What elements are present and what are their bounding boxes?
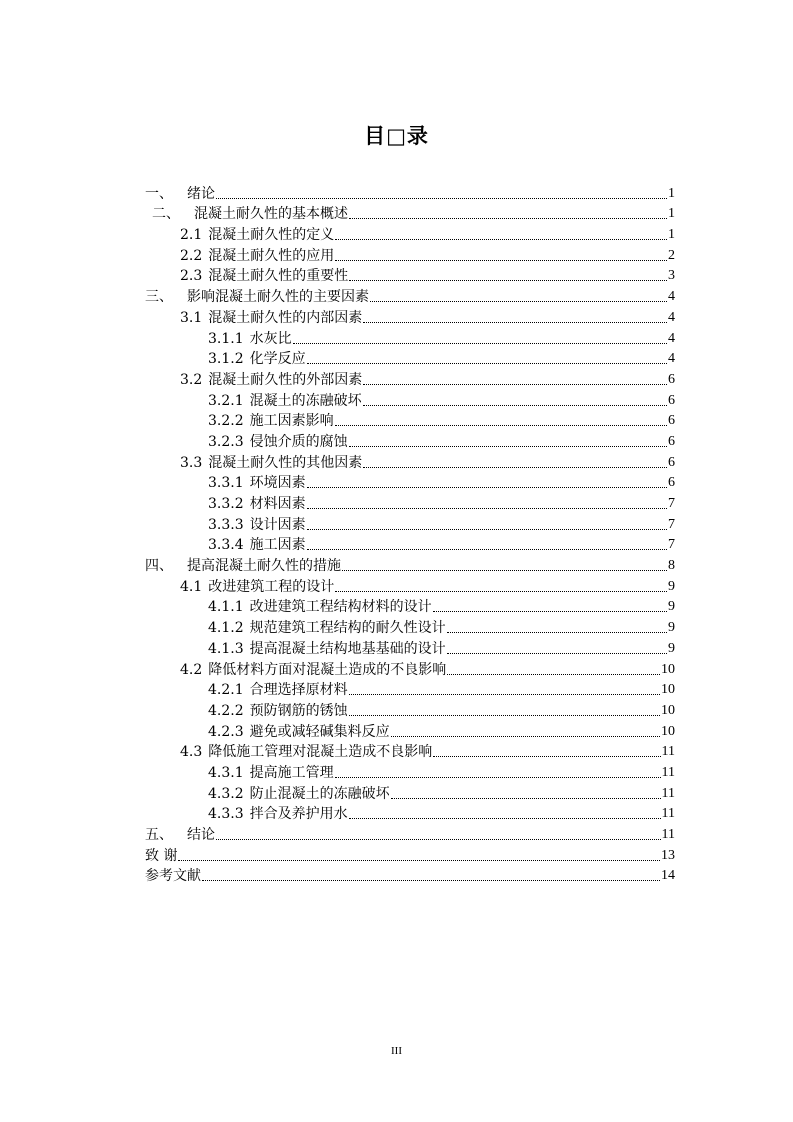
toc-entry-title bbox=[180, 661, 446, 679]
dot-leader bbox=[293, 334, 667, 344]
dot-leader bbox=[370, 292, 667, 302]
toc-entry[interactable] bbox=[145, 865, 675, 886]
toc-entry-label: 混凝土耐久性的基本概述 bbox=[194, 206, 348, 223]
toc-entry-number: 3.1.2 bbox=[208, 351, 244, 368]
toc-entry-label: 参考文献 bbox=[145, 868, 201, 885]
toc-entry-label: 改进建筑工程结构材料的设计 bbox=[249, 599, 432, 616]
toc-entry[interactable] bbox=[145, 265, 675, 286]
toc-entry-label: 拌合及养护用水 bbox=[249, 806, 348, 823]
toc-entry-label: 化学反应 bbox=[249, 351, 306, 368]
toc-entry-number: 四、 bbox=[145, 558, 173, 575]
toc-entry-number: 4.3.3 bbox=[208, 806, 244, 823]
toc-entry-number: 3.2.2 bbox=[208, 413, 244, 430]
dot-leader bbox=[335, 416, 667, 426]
toc-entry-page: 11 bbox=[661, 806, 675, 822]
toc-entry-number: 3.1 bbox=[180, 309, 203, 326]
toc-entry-label: 提高混凝土耐久性的措施 bbox=[187, 558, 341, 575]
dot-leader bbox=[307, 478, 667, 488]
toc-entry-label: 合理选择原材料 bbox=[249, 682, 348, 699]
toc-entry-title bbox=[208, 516, 306, 534]
toc-entry-page: 4 bbox=[668, 351, 675, 367]
toc-entry-label: 避免或减轻碱集料反应 bbox=[249, 723, 390, 740]
dot-leader bbox=[363, 375, 667, 385]
page-number: III bbox=[391, 1045, 402, 1057]
toc-entry[interactable] bbox=[145, 223, 675, 244]
toc-entry-title bbox=[208, 805, 348, 823]
toc-entry-label: 提高施工管理 bbox=[249, 764, 334, 781]
toc-entry-label: 混凝土耐久性的定义 bbox=[208, 227, 335, 244]
toc-entry[interactable] bbox=[145, 472, 675, 493]
toc-entry-page: 8 bbox=[668, 558, 675, 574]
toc-entry[interactable] bbox=[145, 410, 675, 431]
toc-entry-title bbox=[208, 350, 306, 368]
toc-entry[interactable] bbox=[145, 306, 675, 327]
toc-entry-page: 10 bbox=[661, 682, 675, 698]
toc-entry-label: 防止混凝土的冻融破坏 bbox=[249, 785, 390, 802]
toc-entry-title bbox=[208, 433, 348, 451]
toc-entry-title bbox=[208, 495, 306, 513]
toc-entry-title bbox=[208, 474, 306, 492]
toc-entry-title bbox=[180, 371, 362, 389]
toc-entry-page: 7 bbox=[668, 537, 675, 553]
toc-entry[interactable] bbox=[145, 637, 675, 658]
toc-entry-label: 降低材料方面对混凝土造成的不良影响 bbox=[208, 661, 447, 678]
toc-entry-title bbox=[145, 867, 201, 885]
toc-entry[interactable] bbox=[145, 616, 675, 637]
toc-entry-label: 混凝土耐久性的外部因素 bbox=[208, 371, 363, 388]
dot-leader bbox=[349, 706, 660, 716]
toc-entry-label: 混凝土的冻融破坏 bbox=[249, 392, 362, 409]
toc-entry-label: 绪论 bbox=[187, 185, 215, 202]
toc-entry[interactable] bbox=[145, 203, 675, 224]
toc-entry-number: 3.3.1 bbox=[208, 475, 244, 492]
toc-entry-label: 混凝土耐久性的应用 bbox=[208, 247, 335, 264]
toc-entry-page: 6 bbox=[668, 371, 675, 387]
toc-entry-page: 6 bbox=[668, 475, 675, 491]
toc-entry-label: 致 谢 bbox=[145, 847, 178, 864]
toc-entry-page: 14 bbox=[661, 868, 675, 884]
toc-entry-number: 4.3 bbox=[180, 744, 203, 761]
dot-leader bbox=[363, 458, 667, 468]
toc-entry-page: 6 bbox=[668, 392, 675, 408]
toc-entry[interactable] bbox=[145, 782, 675, 803]
dot-leader bbox=[447, 665, 660, 675]
dot-leader bbox=[307, 499, 667, 509]
dot-leader bbox=[307, 520, 667, 530]
toc-entry-title bbox=[208, 764, 334, 782]
toc-entry-number: 4.3.2 bbox=[208, 785, 244, 802]
toc-entry-title bbox=[145, 557, 341, 575]
toc-entry-page: 11 bbox=[661, 827, 675, 842]
toc-entry[interactable] bbox=[145, 761, 675, 782]
toc-entry-page: 3 bbox=[668, 268, 675, 284]
dot-leader bbox=[335, 251, 667, 261]
toc-entry-label: 改进建筑工程的设计 bbox=[208, 578, 335, 595]
toc-entry-title bbox=[145, 826, 215, 844]
toc-entry-label: 提高混凝土结构地基基础的设计 bbox=[249, 640, 446, 657]
toc-entry[interactable] bbox=[145, 534, 675, 555]
table-of-contents bbox=[145, 182, 675, 885]
toc-entry-number: 3.2 bbox=[180, 371, 203, 388]
dot-leader bbox=[349, 809, 661, 819]
dot-leader bbox=[349, 271, 667, 281]
toc-entry[interactable] bbox=[145, 741, 675, 762]
toc-entry-label: 降低施工管理对混凝土造成不良影响 bbox=[208, 744, 433, 761]
dot-leader bbox=[307, 354, 667, 364]
toc-entry-page: 1 bbox=[668, 185, 675, 201]
dot-leader bbox=[335, 768, 661, 778]
toc-entry-page: 6 bbox=[668, 454, 675, 470]
toc-entry-title bbox=[180, 226, 334, 244]
toc-entry[interactable] bbox=[145, 596, 675, 617]
toc-entry-label: 影响混凝土耐久性的主要因素 bbox=[187, 289, 369, 306]
toc-entry-number: 2.1 bbox=[180, 227, 203, 244]
toc-entry-number: 4.1.3 bbox=[208, 640, 244, 657]
dot-leader bbox=[433, 602, 667, 612]
toc-entry-title bbox=[180, 743, 432, 761]
toc-entry[interactable] bbox=[145, 389, 675, 410]
dot-leader bbox=[342, 561, 667, 571]
dot-leader bbox=[349, 685, 660, 695]
toc-entry[interactable] bbox=[145, 803, 675, 824]
toc-entry-title bbox=[208, 598, 432, 616]
toc-entry-label: 材料因素 bbox=[249, 496, 306, 512]
toc-entry-page: 10 bbox=[661, 723, 675, 739]
toc-entry-title bbox=[208, 640, 446, 658]
toc-entry-label: 设计因素 bbox=[249, 516, 306, 533]
toc-entry-title bbox=[208, 392, 362, 410]
toc-entry-number: 4.2.1 bbox=[208, 682, 244, 699]
toc-entry-label: 预防钢筋的锈蚀 bbox=[249, 702, 348, 719]
toc-entry-page: 1 bbox=[668, 206, 675, 222]
dot-leader bbox=[391, 789, 661, 799]
toc-entry[interactable] bbox=[145, 327, 675, 348]
toc-entry-title bbox=[145, 185, 215, 203]
toc-entry-label: 侵蚀介质的腐蚀 bbox=[249, 433, 348, 450]
toc-entry-number: 一、 bbox=[145, 185, 173, 202]
toc-entry[interactable] bbox=[145, 348, 675, 369]
toc-entry-number: 2.2 bbox=[180, 247, 203, 264]
dot-leader bbox=[349, 209, 667, 219]
toc-entry-title bbox=[152, 205, 348, 223]
toc-entry-number: 4.1.2 bbox=[208, 620, 244, 637]
toc-entry-number: 3.3.3 bbox=[208, 516, 244, 533]
dot-leader bbox=[307, 540, 667, 550]
toc-entry-page: 6 bbox=[668, 433, 675, 449]
toc-entry-page: 13 bbox=[661, 847, 675, 863]
toc-entry[interactable] bbox=[145, 513, 675, 534]
toc-entry-label: 混凝土耐久性的重要性 bbox=[208, 268, 349, 285]
toc-entry-title bbox=[180, 247, 334, 265]
toc-entry-title bbox=[180, 309, 362, 327]
toc-entry-page: 10 bbox=[661, 661, 675, 677]
toc-entry-label: 施工因素 bbox=[249, 537, 306, 554]
toc-entry-title bbox=[145, 847, 177, 865]
toc-entry-number: 3.2.1 bbox=[208, 392, 244, 409]
toc-entry-number: 4.1 bbox=[180, 578, 203, 595]
toc-entry-number: 二、 bbox=[152, 206, 180, 223]
toc-entry-page: 1 bbox=[668, 227, 675, 243]
toc-entry[interactable] bbox=[145, 492, 675, 513]
toc-entry-label: 水灰比 bbox=[249, 330, 292, 347]
toc-entry-page: 7 bbox=[668, 496, 675, 511]
dot-leader bbox=[335, 230, 667, 240]
toc-entry-number: 3.2.3 bbox=[208, 433, 244, 450]
toc-entry-page: 11 bbox=[661, 764, 675, 780]
toc-entry-title bbox=[208, 412, 334, 430]
toc-entry-page: 10 bbox=[661, 702, 675, 718]
toc-entry-title bbox=[208, 785, 390, 803]
toc-entry[interactable] bbox=[145, 699, 675, 720]
toc-entry-title bbox=[208, 536, 306, 554]
toc-entry[interactable] bbox=[145, 430, 675, 451]
toc-entry-label: 施工因素影响 bbox=[249, 413, 334, 430]
toc-entry-label: 混凝土耐久性的内部因素 bbox=[208, 309, 363, 326]
dot-leader bbox=[363, 313, 667, 323]
dot-leader bbox=[216, 189, 667, 199]
toc-entry-title bbox=[180, 267, 348, 285]
toc-entry-number: 2.3 bbox=[180, 268, 203, 285]
toc-entry[interactable] bbox=[145, 679, 675, 700]
toc-entry-title bbox=[208, 681, 348, 699]
dot-leader bbox=[433, 747, 660, 757]
toc-entry[interactable] bbox=[145, 182, 675, 203]
toc-entry-page: 9 bbox=[668, 578, 675, 594]
toc-entry-number: 3.3.4 bbox=[208, 537, 244, 554]
toc-entry[interactable] bbox=[145, 720, 675, 741]
toc-entry-number: 4.2.2 bbox=[208, 702, 244, 719]
dot-leader bbox=[216, 830, 661, 840]
toc-entry-label: 混凝土耐久性的其他因素 bbox=[208, 454, 363, 471]
dot-leader bbox=[349, 437, 667, 447]
toc-entry-number: 3.3.2 bbox=[208, 496, 244, 512]
toc-entry-title bbox=[208, 330, 292, 348]
toc-entry-label: 环境因素 bbox=[249, 475, 306, 492]
dot-leader bbox=[447, 644, 667, 654]
toc-entry-page: 11 bbox=[661, 744, 675, 760]
toc-entry-title bbox=[180, 454, 362, 472]
toc-entry-number: 3.1.1 bbox=[208, 330, 244, 347]
toc-entry[interactable] bbox=[145, 451, 675, 472]
toc-entry[interactable] bbox=[145, 368, 675, 389]
toc-entry-label: 结论 bbox=[187, 827, 215, 843]
toc-entry[interactable] bbox=[145, 575, 675, 596]
toc-entry-page: 11 bbox=[661, 785, 675, 801]
dot-leader bbox=[447, 623, 667, 633]
toc-entry[interactable] bbox=[145, 658, 675, 679]
dot-leader bbox=[391, 727, 660, 737]
toc-entry-title bbox=[208, 723, 390, 741]
toc-entry-number: 4.2.3 bbox=[208, 723, 244, 740]
toc-entry-page: 4 bbox=[668, 309, 675, 325]
toc-entry[interactable] bbox=[145, 285, 675, 306]
toc-entry[interactable] bbox=[145, 844, 675, 865]
toc-entry-number: 3.3 bbox=[180, 454, 203, 471]
toc-entry-number: 4.2 bbox=[180, 661, 203, 678]
toc-entry-page: 7 bbox=[668, 516, 675, 532]
toc-entry-number: 4.1.1 bbox=[208, 599, 244, 616]
toc-entry-page: 9 bbox=[668, 640, 675, 656]
toc-entry-number: 三、 bbox=[145, 289, 173, 306]
toc-entry-page: 2 bbox=[668, 247, 675, 263]
dot-leader bbox=[363, 396, 667, 406]
toc-entry[interactable] bbox=[145, 244, 675, 265]
toc-entry-page: 6 bbox=[668, 413, 675, 429]
toc-entry-page: 4 bbox=[668, 330, 675, 346]
dot-leader bbox=[178, 851, 660, 861]
toc-entry[interactable] bbox=[145, 554, 675, 575]
toc-entry-label: 规范建筑工程结构的耐久性设计 bbox=[249, 620, 446, 637]
toc-entry-title bbox=[208, 702, 348, 720]
toc-entry-number: 五、 bbox=[145, 827, 173, 843]
dot-leader bbox=[202, 871, 660, 881]
page-title: 目□录 bbox=[364, 124, 429, 148]
dot-leader bbox=[335, 582, 667, 592]
toc-entry[interactable] bbox=[145, 823, 675, 844]
toc-entry-page: 9 bbox=[668, 599, 675, 615]
toc-entry-title bbox=[180, 578, 334, 596]
toc-entry-page: 9 bbox=[668, 620, 675, 636]
toc-entry-page: 4 bbox=[668, 289, 675, 305]
toc-entry-title bbox=[145, 288, 369, 306]
toc-entry-title bbox=[208, 619, 446, 637]
toc-entry-number: 4.3.1 bbox=[208, 764, 244, 781]
